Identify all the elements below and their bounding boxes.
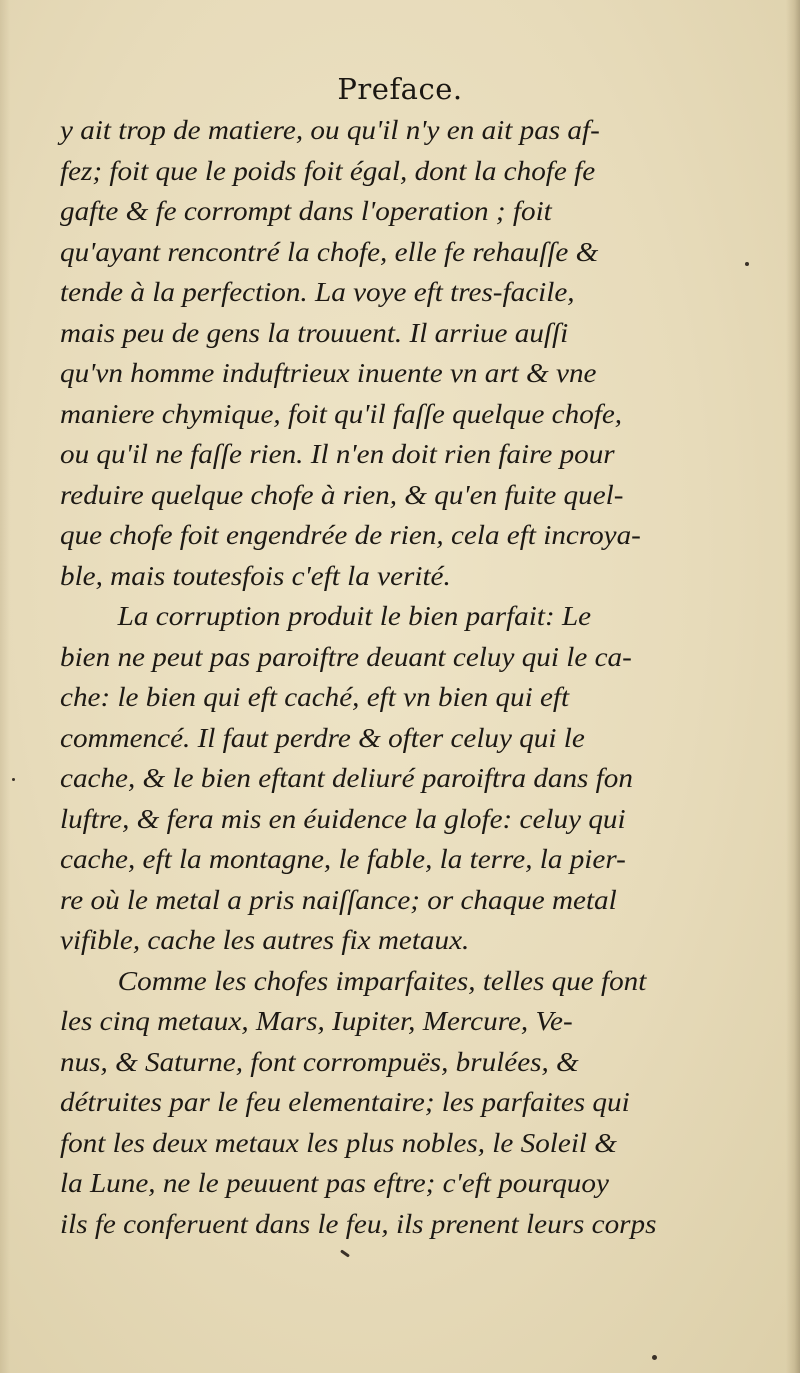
text-line: Comme les chofes imparfaites, telles que font [117, 964, 647, 996]
ink-speck [12, 778, 15, 781]
text-line: détruites par le feu elementaire; les parfaites qui [60, 1086, 630, 1117]
ink-speck [340, 1249, 350, 1257]
text-line: cache, eft la montagne, le fable, la terre, la pier- [60, 843, 626, 874]
text-line: cache, & le bien eftant deliuré paroiftra dans fon [60, 762, 633, 793]
text-line: les cinq metaux, Mars, Iupiter, Mercure, Ve- [60, 1005, 573, 1036]
text-line: ble, mais toutesfois c'eft la verité. [60, 559, 451, 591]
text-line: bien ne peut pas paroiftre deuant celuy qui le ca- [60, 640, 632, 672]
text-line: ou qu'il ne faſſe rien. Il n'en doit rien faire pour [60, 438, 615, 469]
text-line: reduire quelque chofe à rien, & qu'en fuite quel- [60, 478, 624, 510]
page-left-edge-shadow [0, 0, 10, 1373]
text-line: y ait trop de matiere, ou qu'il n'y en ait pas af- [60, 114, 600, 145]
text-line: che: le bien qui eft caché, eft vn bien qui eft [60, 681, 570, 712]
running-header: Preface. [337, 72, 463, 106]
ink-speck [745, 262, 749, 266]
text-line: La corruption produit le bien parfait: Le [117, 600, 592, 631]
text-line: fez; foit que le poids foit égal, dont la chofe fe [60, 154, 596, 186]
text-line: font les deux metaux les plus nobles, le Soleil & [60, 1126, 617, 1158]
text-line: ils fe conferuent dans le feu, ils prenent leurs corps [60, 1207, 657, 1239]
text-line: re où le metal a pris naiſſance; or chaque metal [60, 883, 617, 915]
page-right-edge-shadow [786, 0, 800, 1373]
text-line: commencé. Il faut perdre & ofter celuy qui le [60, 721, 585, 753]
text-line: qu'vn homme induftrieux inuente vn art & vne [60, 357, 597, 388]
text-line: gafte & fe corrompt dans l'operation ; foit [60, 195, 552, 226]
text-line: qu'ayant rencontré la chofe, elle fe rehauſſe & [60, 235, 599, 267]
text-line: luftre, & fera mis en éuidence la glofe: celuy qui [60, 802, 626, 834]
text-line: que chofe foit engendrée de rien, cela eft incroya- [60, 519, 641, 550]
text-line: maniere chymique, foit qu'il faſſe quelque chofe, [60, 397, 623, 429]
text-line: mais peu de gens la trouuent. Il arriue auſſi [60, 316, 569, 348]
text-line: nus, & Saturne, font corrompuës, brulées, & [60, 1045, 579, 1077]
text-line: vifible, cache les autres fix metaux. [60, 924, 470, 955]
paragraph-1 [60, 110, 660, 596]
body-text [60, 110, 660, 1244]
paragraph-3 [60, 961, 660, 1245]
text-line: la Lune, ne le peuuent pas eftre; c'eft pourquoy [60, 1167, 609, 1198]
text-line: tende à la perfection. La voye eft tres-facile, [60, 276, 575, 307]
paragraph-2 [60, 596, 660, 961]
ink-speck [652, 1355, 657, 1360]
